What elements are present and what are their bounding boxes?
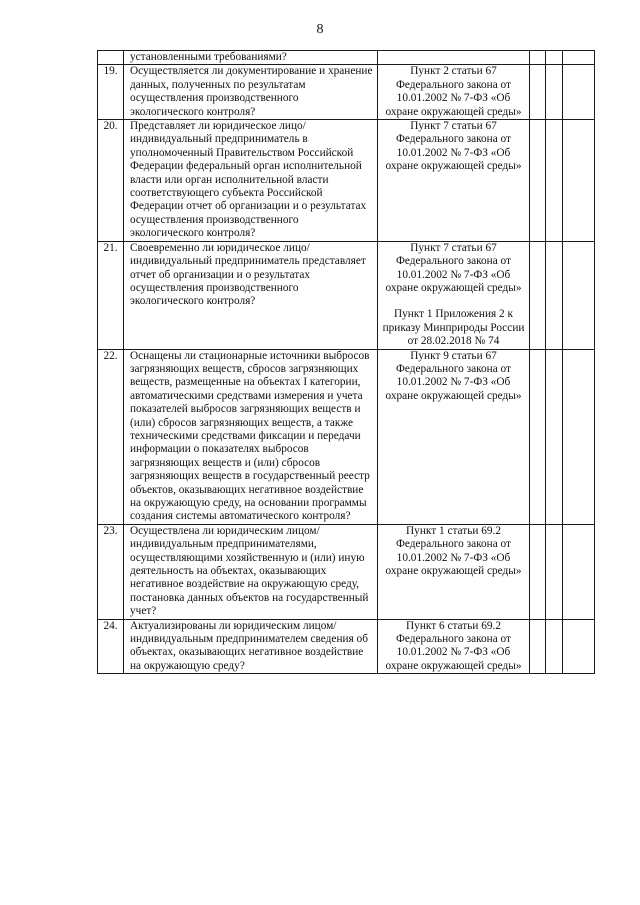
legal-reference: Пункт 1 Приложения 2 к приказу Минприроды России от 28.02.2018 № 74 — [382, 308, 525, 348]
answer-cell-no[interactable] — [546, 120, 563, 242]
reference-cell — [378, 65, 530, 120]
row-number-cell: 20. — [98, 120, 124, 242]
reference-cell — [378, 349, 530, 524]
legal-reference: Пункт 7 статьи 67 Федерального закона от 10.01.2002 № 7-ФЗ «Об охране окружающей среды» — [385, 241, 522, 294]
answer-cell-yes[interactable] — [530, 524, 546, 619]
answer-cell-no[interactable] — [546, 524, 563, 619]
answer-cell-na[interactable] — [563, 349, 595, 524]
answer-cell-yes[interactable] — [530, 241, 546, 349]
answer-cell-yes[interactable] — [530, 619, 546, 674]
reference-cell — [378, 619, 530, 674]
row-number-cell: 19. — [98, 65, 124, 120]
table-row — [98, 619, 595, 674]
legal-reference: Пункт 7 статьи 67 Федерального закона от 10.01.2002 № 7-ФЗ «Об охране окружающей среды» — [385, 120, 522, 173]
question-cell: Оснащены ли стационарные источники выбросов загрязняющих веществ, сбросов загрязняющих веществ, размещенные на объектах I категории, автоматическими средствами измерения и учета показателей выбросов загрязняющих веществ и (или) сбросов загрязняющих веществ, а также техническими средствами фиксации и передачи информации о показателях выбросов загрязняющих веществ и (или) сбросов загрязняющих веществ в государственный реестр объектов, оказывающих негативное воздействие на окружающую среду, на основании программы создания системы автоматического контроля? — [124, 349, 378, 524]
row-number-cell — [98, 51, 124, 65]
answer-cell-na[interactable] — [563, 619, 595, 674]
answer-cell-na[interactable] — [563, 241, 595, 349]
answer-cell-yes[interactable] — [530, 51, 546, 65]
answer-cell-yes[interactable] — [530, 349, 546, 524]
row-number-cell: 23. — [98, 524, 124, 619]
answer-cell-na[interactable] — [563, 120, 595, 242]
answer-cell-na[interactable] — [563, 65, 595, 120]
answer-cell-no[interactable] — [546, 349, 563, 524]
row-number-cell: 21. — [98, 241, 124, 349]
table-row-continuation — [98, 51, 595, 65]
legal-reference: Пункт 6 статьи 69.2 Федерального закона от 10.01.2002 № 7-ФЗ «Об охране окружающей среды» — [385, 619, 522, 672]
answer-cell-na[interactable] — [563, 524, 595, 619]
answer-cell-na[interactable] — [563, 51, 595, 65]
question-cell: Представляет ли юридическое лицо/ индивидуальный предприниматель в уполномоченный Правительством Российской Федерации федеральный орган исполнительной власти или орган исполнительной власти соответствующего субъекта Российской Федерации отчет об организации и о результатах осуществления производственного экологического контроля? — [124, 120, 378, 242]
table-row — [98, 349, 595, 524]
answer-cell-no[interactable] — [546, 51, 563, 65]
reference-cell — [378, 51, 530, 65]
reference-cell — [378, 241, 530, 349]
legal-reference: Пункт 9 статьи 67 Федерального закона от 10.01.2002 № 7-ФЗ «Об охране окружающей среды» — [385, 349, 522, 402]
question-cell: Осуществляется ли документирование и хранение данных, полученных по результатам осуществления производственного экологического контроля? — [124, 65, 378, 120]
question-cell: Актуализированы ли юридическим лицом/индивидуальным предпринимателем сведения об объектах, оказывающих негативное воздействие на окружающую среду? — [124, 619, 378, 674]
row-number-cell: 22. — [98, 349, 124, 524]
answer-cell-no[interactable] — [546, 241, 563, 349]
reference-cell — [378, 524, 530, 619]
question-cell: установленными требованиями? — [124, 51, 378, 65]
table-row — [98, 241, 595, 349]
table-row — [98, 120, 595, 242]
question-cell: Своевременно ли юридическое лицо/ индивидуальный предприниматель представляет отчет об организации и о результатах осуществления производственного экологического контроля? — [124, 241, 378, 349]
checklist-table — [97, 50, 595, 674]
legal-reference: Пункт 1 статьи 69.2 Федерального закона от 10.01.2002 № 7-ФЗ «Об охране окружающей среды» — [385, 524, 522, 578]
table-row — [98, 65, 595, 120]
answer-cell-yes[interactable] — [530, 120, 546, 242]
question-cell: Осуществлена ли юридическим лицом/ индивидуальным предпринимателями, осуществляющими хозяйственную и (или) иную деятельность на объектах, оказывающих негативное воздействие на окружающую среду, постановка данных объектов на государственный учет? — [124, 524, 378, 619]
legal-reference: Пункт 2 статьи 67 Федерального закона от 10.01.2002 № 7-ФЗ «Об охране окружающей среды» — [385, 65, 522, 118]
reference-cell — [378, 120, 530, 242]
answer-cell-yes[interactable] — [530, 65, 546, 120]
row-number-cell: 24. — [98, 619, 124, 674]
answer-cell-no[interactable] — [546, 65, 563, 120]
table-row — [98, 524, 595, 619]
answer-cell-no[interactable] — [546, 619, 563, 674]
page-number: 8 — [316, 22, 324, 37]
